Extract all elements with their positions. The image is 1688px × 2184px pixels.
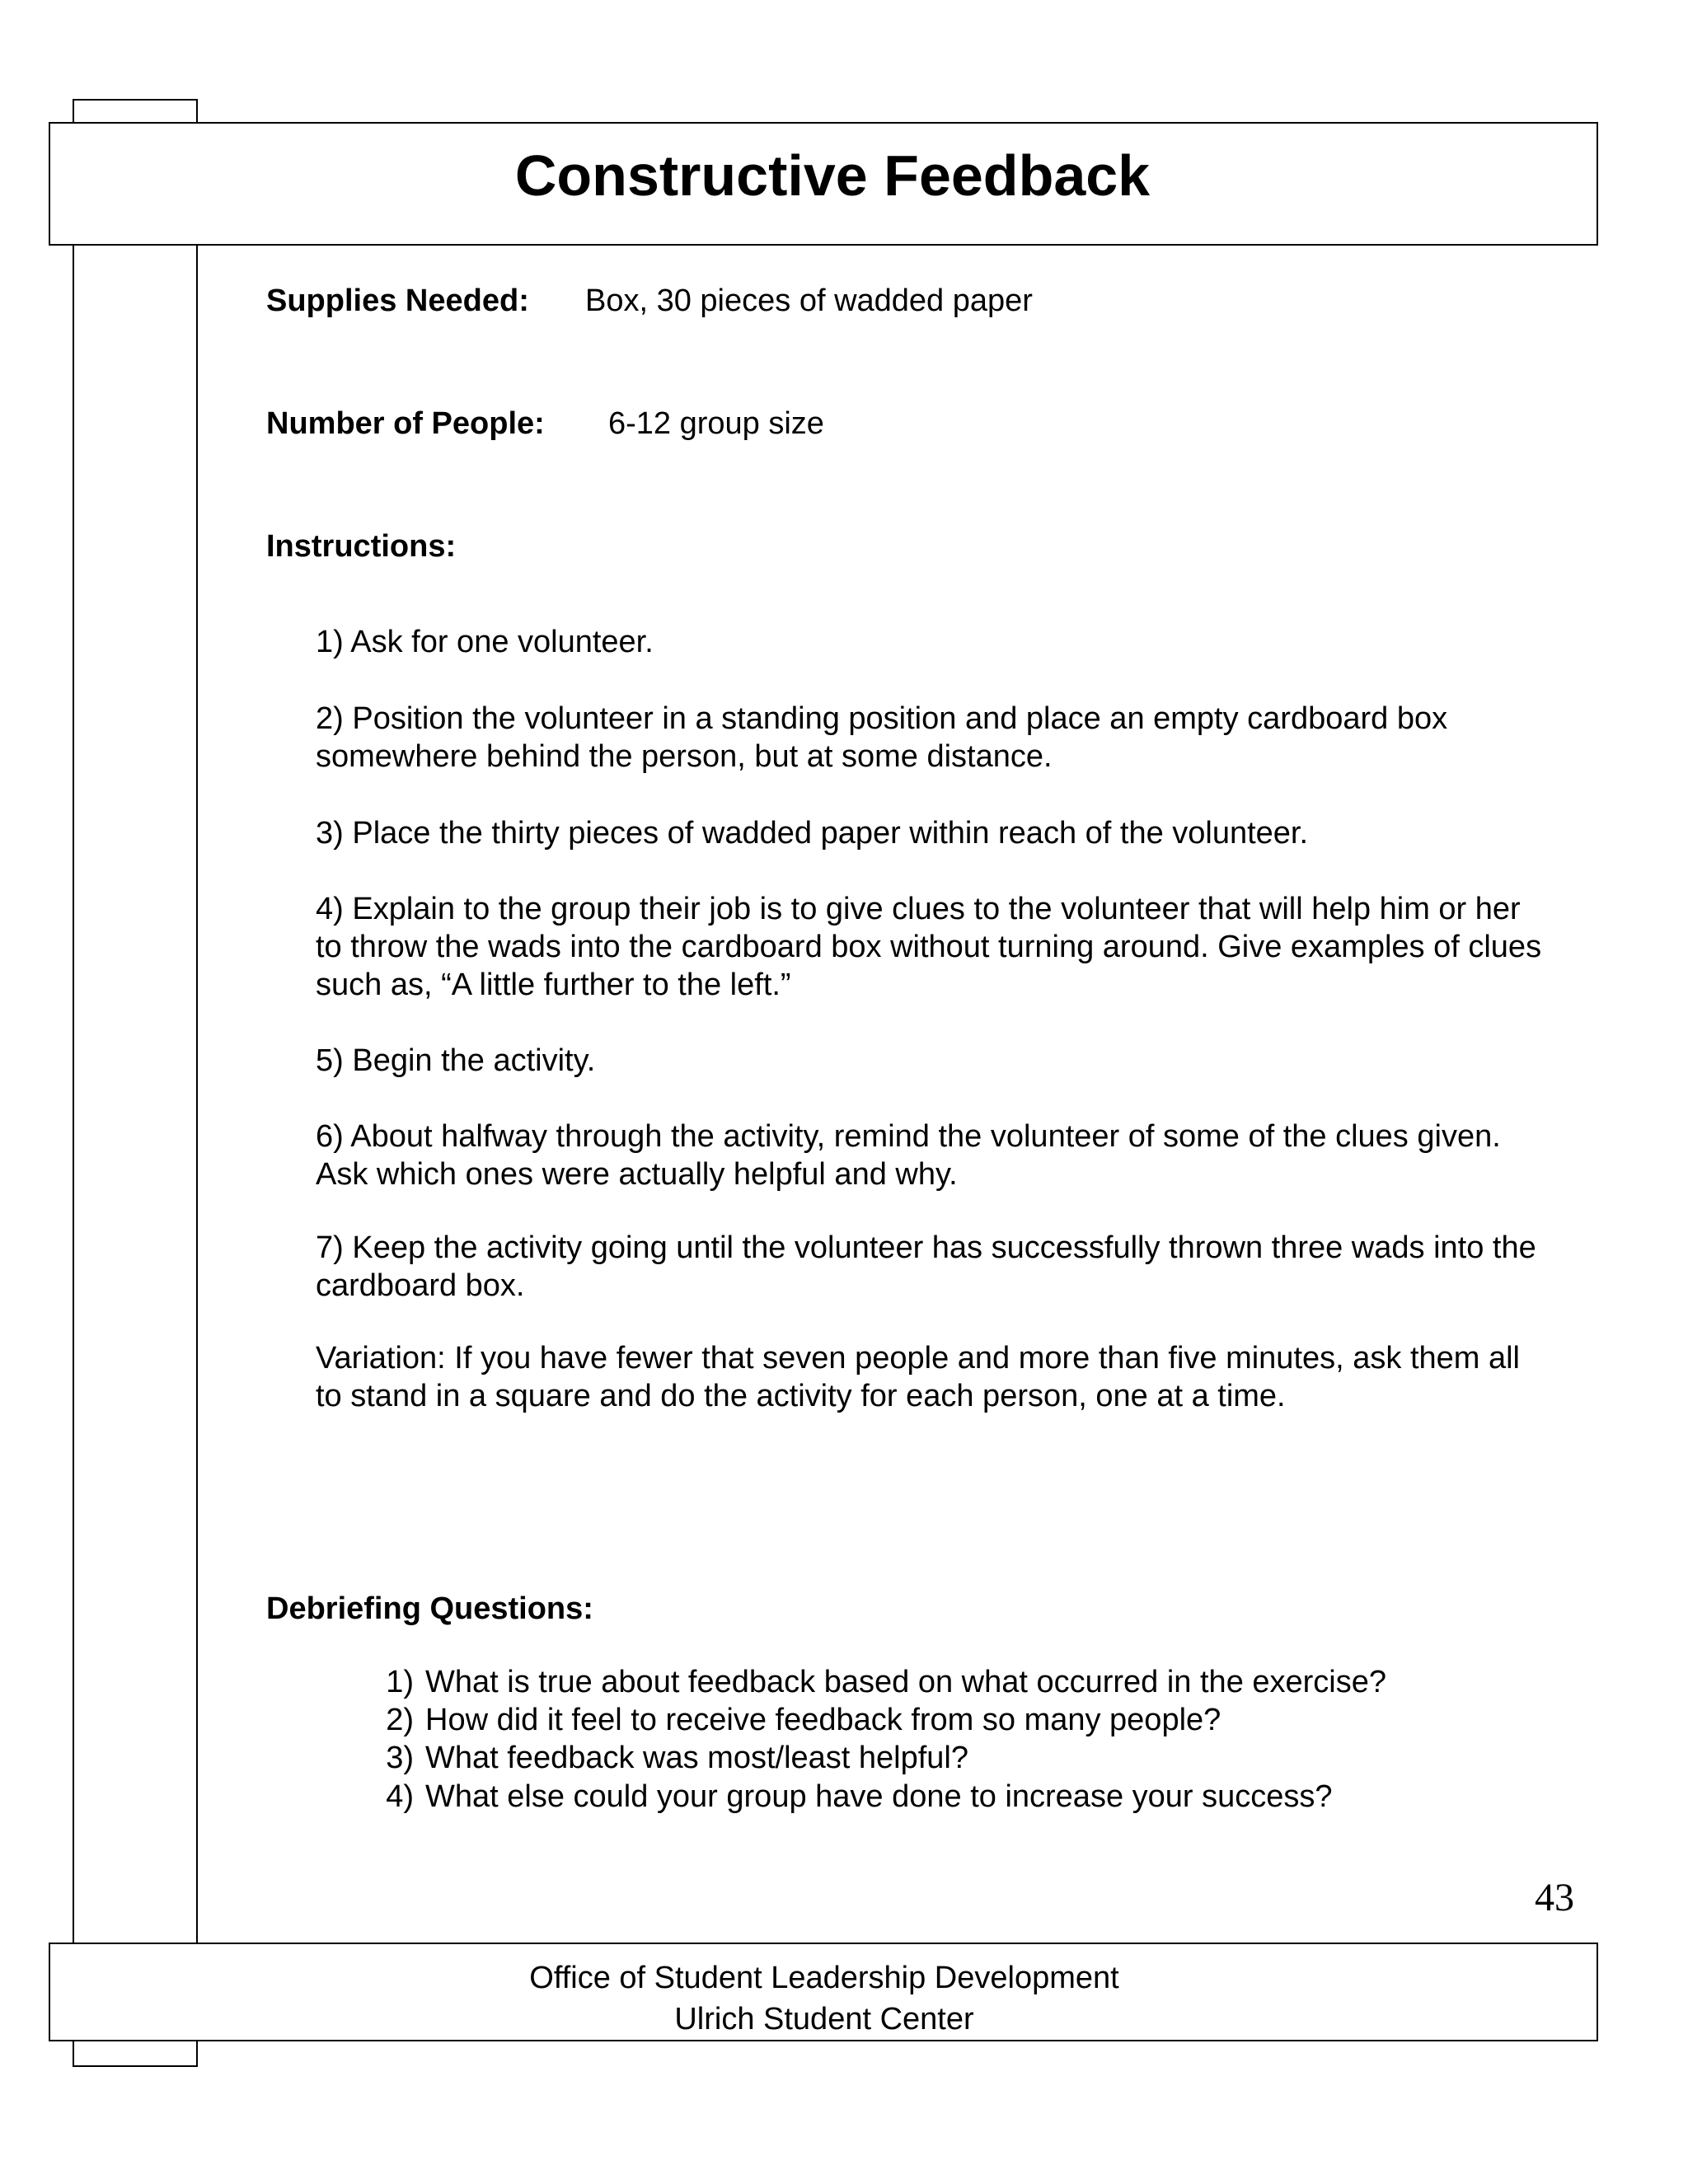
instruction-step: 2) Position the volunteer in a standing position and place an empty cardboard box somewhere behind the person, but at some distance. xyxy=(316,701,1448,774)
instructions-heading: Instructions: xyxy=(266,529,457,564)
instruction-step: 6) About halfway through the activity, remind the volunteer of some of the clues given. Ask which ones were actually helpful and why. xyxy=(316,1119,1501,1192)
footer-location: Ulrich Student Center xyxy=(674,2002,974,2036)
debriefing-question xyxy=(363,1739,968,1777)
question-text: What else could your group have done to increase your success? xyxy=(425,1779,1333,1814)
supplies-label: Supplies Needed: xyxy=(266,284,529,318)
page-title: Constructive Feedback xyxy=(514,143,1151,208)
question-number: 2) xyxy=(386,1703,414,1737)
question-number: 1) xyxy=(386,1665,414,1699)
scroll-right-rail xyxy=(196,244,198,1943)
debriefing-question xyxy=(363,1663,1386,1701)
question-text: How did it feel to receive feedback from so many people? xyxy=(425,1703,1221,1737)
people-label: Number of People: xyxy=(266,406,545,441)
instruction-step: 5) Begin the activity. xyxy=(316,1043,596,1078)
people-value: 6-12 group size xyxy=(608,406,824,441)
instruction-step: 7) Keep the activity going until the volunteer has successfully thrown three wads into the cardboard box. xyxy=(316,1230,1536,1303)
question-text: What feedback was most/least helpful? xyxy=(425,1741,969,1775)
debriefing-heading: Debriefing Questions: xyxy=(266,1591,593,1626)
debriefing-question xyxy=(363,1701,1221,1739)
footer xyxy=(49,1957,1599,2040)
debriefing-question xyxy=(363,1778,1333,1816)
variation-note: Variation: If you have fewer that seven people and more than five minutes, ask them all to stand in a square and do the activity for each person, one at a time. xyxy=(316,1341,1520,1413)
people-row xyxy=(266,405,824,443)
instruction-step: 3) Place the thirty pieces of wadded paper within reach of the volunteer. xyxy=(316,816,1309,851)
instruction-step: 4) Explain to the group their job is to give clues to the volunteer that will help him or her to throw the wads into the cardboard box without turning around. Give examples of clues such as, “A little further to the left.” xyxy=(316,892,1542,1002)
question-text: What is true about feedback based on what occurred in the exercise? xyxy=(425,1665,1387,1699)
question-number: 4) xyxy=(386,1779,414,1814)
scroll-left-rail xyxy=(73,244,74,1943)
supplies-value: Box, 30 pieces of wadded paper xyxy=(585,284,1033,318)
question-number: 3) xyxy=(386,1741,414,1775)
instruction-step: 1) Ask for one volunteer. xyxy=(316,625,654,659)
page-number: 43 xyxy=(1535,1876,1574,1919)
footer-office: Office of Student Leadership Development xyxy=(529,1961,1119,1995)
supplies-row xyxy=(266,282,1033,320)
